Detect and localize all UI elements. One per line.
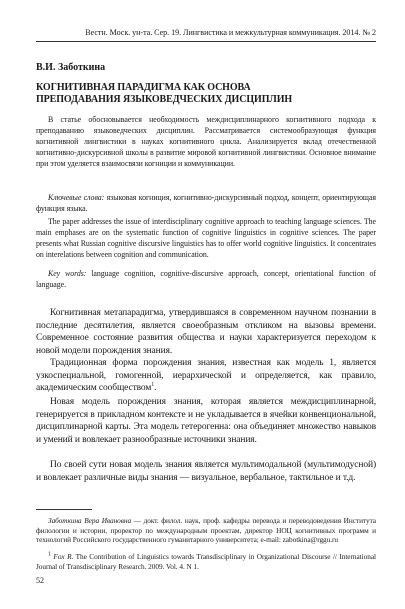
paragraph-3: Новая модель порождения знания, которая является междисциплинарной, генерируется в прикладном контексте и не укладывается в ячейки конвенциональной, дисциплинарной карты. Эта модель гетерогенна: она объединяет множество навыков и умений и вовлекает разнообразные источники знания.: [36, 397, 376, 445]
footnote-ref-1: 1: [151, 381, 155, 388]
footnote-author-info: [36, 516, 376, 545]
title-line-2: ПРЕПОДАВАНИЯ ЯЗЫКОВЕДЧЕСКИХ ДИСЦИПЛИН: [36, 94, 293, 105]
paragraph-1: Когнитивная метапарадигма, утвердившаяся в современном научном познании в последние десятилетия, является своеобразным откликом на вызовы времени. Современное состояние развития общества и науки характеризуется переходом к новой модели порождения знания.: [36, 308, 376, 356]
footnote-author-name: Заботкина Вера Ивановна: [48, 516, 132, 525]
article-author: В.И. Заботкина: [36, 62, 106, 73]
footnote-1: [36, 552, 376, 571]
paragraph-4: По своей сути новая модель знания является мультимодальной (мультимодусной) и вовлекает различные виды знания — визуальное, вербальное, тактильное и т.д.: [36, 460, 376, 483]
paragraph-2-end: .: [154, 383, 157, 393]
keywords-russian: [36, 193, 376, 215]
keywords-russian-text: языковая когниция, когнитивно-дискурсивный подход, концепт, ориентирующая функция языка.: [36, 193, 376, 213]
footnote-1-author: Fox R.: [50, 552, 74, 561]
article-title: [36, 82, 376, 106]
page-number: 52: [36, 576, 44, 585]
footnote-author-details: — докт. филол. наук, проф. кафедры перевода и переводоведения Института филологии и истории, проректор по международным проектам, директор НОЦ когнитивных программ и технологий Российского государственного гуманитарного университета; e-mail: zabotkina@rggu.ru: [36, 516, 376, 545]
header-rule: [36, 41, 376, 42]
footnote-1-text: The Contribution of Linguistics towards Transdisciplinary in Organizational Discourse // International Journal of Transdisciplinary Research. 2009. Vol. 4. N 1.: [36, 552, 376, 571]
footnote-rule: [36, 509, 92, 510]
keywords-english-label: Key words:: [48, 269, 87, 278]
keywords-russian-label: Ключевые слова:: [48, 193, 105, 202]
abstract-russian: В статье обосновывается необходимость междисциплинарного когнитивного подхода к преподаванию языковедческих дисциплин. Рассматривается системообразующая функция когнитивной лингвистики в науках когнитивного цикла. Анализируется вклад отечественной когнитивно-дискурсивной школы в развитие мировой когнитивной лингвистики. Основное внимание при этом уделяется взаимосвязи когниции и коммуникации.: [36, 115, 376, 168]
keywords-english: [36, 269, 376, 291]
running-header: Вестн. Моск. ун-та. Сер. 19. Лингвистика и межкультурная коммуникация. 2014. № 2: [85, 28, 376, 37]
footnote-1-mark: 1: [48, 551, 51, 558]
paragraph-2: [36, 357, 376, 395]
paragraph-2-text: Традиционная форма порождения знания, известная как модель 1, является узкоспециальной, гомогенной, иерархической и определяется, как правило, академическим сообществом: [36, 358, 376, 393]
title-line-1: КОГНИТИВНАЯ ПАРАДИГМА КАК ОСНОВА: [36, 82, 251, 93]
keywords-english-text: language cognition, cognitive-discursive approach, concept, orientational function of language.: [36, 269, 376, 289]
abstract-english: The paper addresses the issue of interdisciplinary cognitive approach to teaching language sciences. The main emphases are on the systematic function of cognitive linguistics in cognitive sciences. The paper presents what Russian cognitive discursive linguistics has to offer world cognitive linguistics. It concentrates on interelations between cognition and communication.: [36, 217, 376, 259]
